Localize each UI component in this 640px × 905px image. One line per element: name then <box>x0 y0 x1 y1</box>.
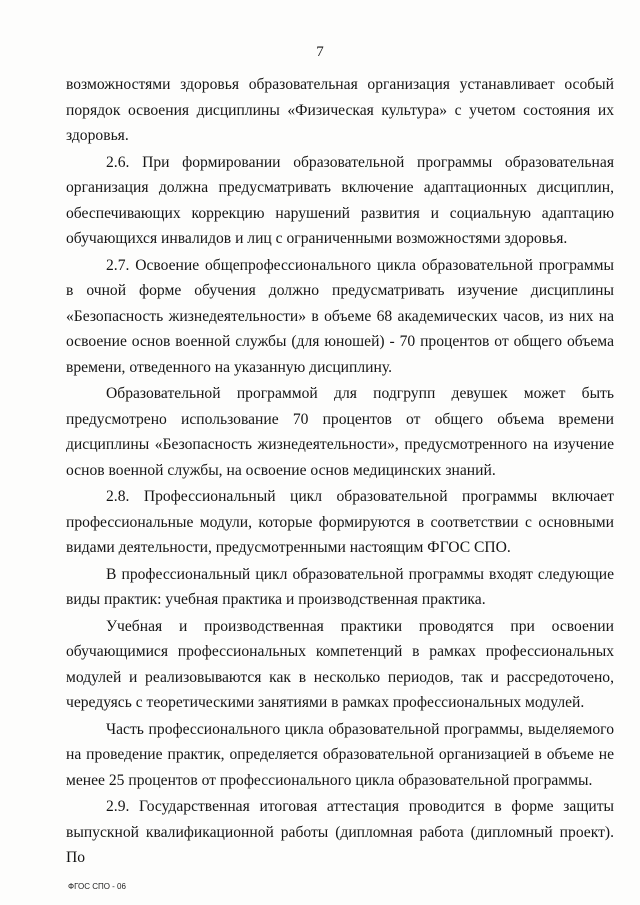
paragraph-practice-conduct: Учебная и производственная практики проводятся при освоении обучающимися профессиональных компетенций в рамках профессиональных модулей и реализовываются как в несколько периодов, так и рассредоточено, чередуясь с теоретическими занятиями в рамках профессиональных модулей. <box>66 617 614 711</box>
paragraph-2-9: 2.9. Государственная итоговая аттестация проводится в форме защиты выпускной квалификационной работы (дипломная работа (дипломный проект). По <box>66 798 614 866</box>
page-number: 7 <box>316 44 324 60</box>
paragraph-2-6: 2.6. При формировании образовательной программы образовательная организация должна предусматривать включение адаптационных дисциплин, обеспечивающих коррекцию нарушений развития и социальную адаптацию обучающихся инвалидов и лиц с ограниченными возможностями здоровья. <box>66 153 614 247</box>
document-body <box>66 72 614 872</box>
paragraph-2-8: 2.8. Профессиональный цикл образовательной программы включает профессиональные модули, которые формируются в соответствии с основными видами деятельности, предусмотренными настоящим ФГОС СПО. <box>66 488 614 556</box>
page-footer: ФГОС СПО - 06 <box>68 882 126 891</box>
paragraph-practice-share: Часть профессионального цикла образовательной программы, выделяемого на проведение практик, определяется образовательной организацией в объеме не менее 25 процентов от профессионального цикла образовательной программы. <box>66 720 614 789</box>
paragraph-continuation: возможностями здоровья образовательная организация устанавливает особый порядок освоения дисциплины «Физическая культура» с учетом состояния их здоровья. <box>66 76 614 144</box>
paragraph-practice-types: В профессиональный цикл образовательной программы входят следующие виды практик: учебная практика и производственная практика. <box>66 565 614 608</box>
paragraph-girls-subgroups: Образовательной программой для подгрупп девушек может быть предусмотрено использование 70 процентов от общего объема времени дисциплины «Безопасность жизнедеятельности», предусмотренного на изучение основ военной службы, на освоение основ медицинских знаний. <box>66 385 614 479</box>
paragraph-2-7: 2.7. Освоение общепрофессионального цикла образовательной программы в очной форме обучения должно предусматривать изучение дисциплины «Безопасность жизнедеятельности» в объеме 68 академических часов, из них на освоение основ военной службы (для юношей) - 70 процентов от общего объема времени, отведенного на указанную дисциплину. <box>66 256 614 376</box>
